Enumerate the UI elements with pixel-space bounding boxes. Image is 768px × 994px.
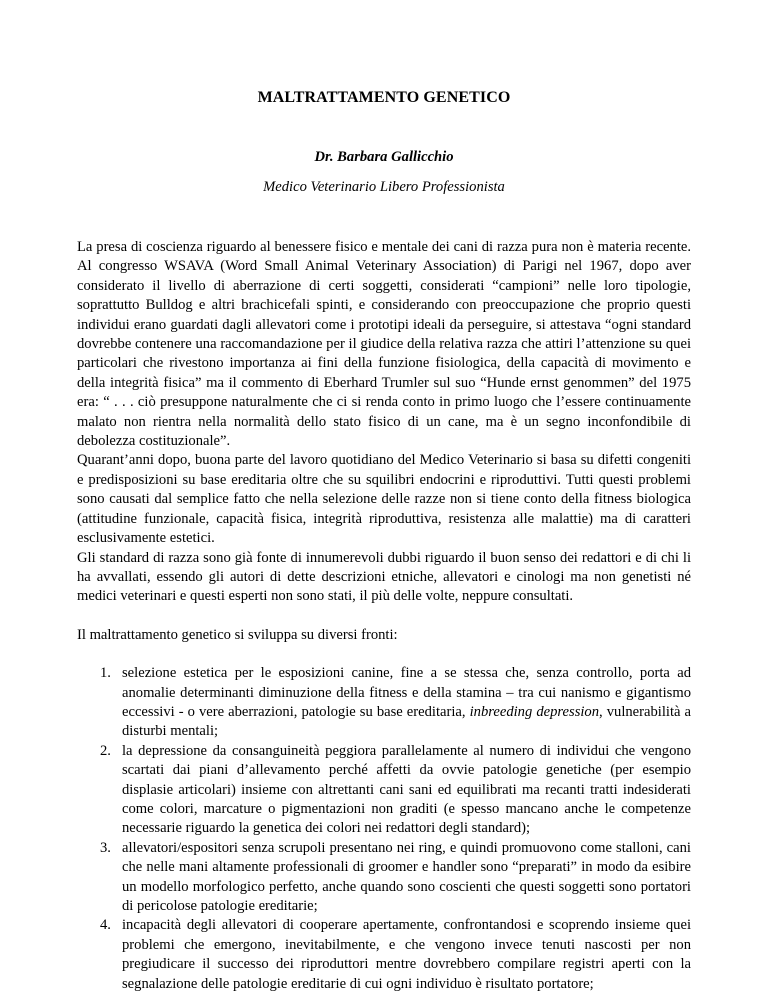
list-item-number: 1. xyxy=(100,665,111,682)
list-item-number: 3. xyxy=(100,839,111,856)
author-name: Dr. Barbara Gallicchio xyxy=(314,149,454,165)
list-item-text: incapacità degli allevatori di cooperare apertamente, confrontandosi e scoprendo insieme quei problemi che emergono, inevitabilmente, e che vengono invece tenuti nascosti per non pregiudicare il successo dei riproduttori mentre dovrebbero compilare registri aperti con la segnalazione delle patologie ereditarie di cui ogni individuo è risultato portatore; xyxy=(122,917,691,992)
list-item xyxy=(100,742,691,839)
list-item xyxy=(100,839,691,917)
paragraph: Gli standard di razza sono già fonte di innumerevoli dubbi riguardo il buon senso dei redattori e di chi li ha avvallati, essendo gli autori di dette descrizioni etniche, allevatori e cinologi ma non genetisti né medici veterinari e questi esperti non sono stati, il più delle volte, neppure consultati. xyxy=(77,549,691,605)
list-item-number: 2. xyxy=(100,742,111,759)
list-item xyxy=(100,664,692,742)
list-item xyxy=(100,916,691,994)
list-item-emphasis: inbreeding depression xyxy=(469,703,600,720)
list-item-text: la depressione da consanguineità peggiora parallelamente al numero di individui che vengono scartati dai piani d’allevamento perché affetti da ovvie patologie genetiche (per esempio displasie articolari) insieme con altrettanti cani sani ed equilibrati ma recanti tratti indesiderati come colori, marcature o pigmentazioni non graditi (e spesso mancano anche le competenze necessarie riguardo la genetica dei colori nei redattori degli standard); xyxy=(122,742,691,837)
document-title: MALTRATTAMENTO GENETICO xyxy=(257,89,511,106)
list-item-text: allevatori/espositori senza scrupoli presentano nei ring, e quindi promuovono come stalloni, cani che nelle mani altamente professionali di groomer e handler sono “preparati” in modo da esibire un modello morfologico perfetto, anche quando sono coscienti che questi soggetti sono portatori di pericolose patologie ereditarie; xyxy=(122,839,691,914)
list-item-text: selezione estetica per le esposizioni canine, fine a se stessa che, senza controllo, porta ad anomalie determinanti diminuzione della fitness e della stamina – tra cui nanismo e gigantismo eccessivi - o vere aberrazioni, patologie su base ereditaria, xyxy=(122,665,691,720)
numbered-list xyxy=(77,664,691,994)
list-item-number: 4. xyxy=(100,917,111,934)
document-body xyxy=(77,238,691,994)
author-affiliation: Medico Veterinario Libero Professionista xyxy=(263,179,505,195)
list-item-text-end: , vulnerabilità a disturbi mentali; xyxy=(122,703,692,740)
paragraph: La presa di coscienza riguardo al benessere fisico e mentale dei cani di razza pura non è materia recente. Al congresso WSAVA (Word Small Animal Veterinary Association) di Parigi nel 1967, dopo aver considerato il livello di aberrazione di certi soggetti, considerati “campioni” nelle loro tipologie, soprattutto Bulldog e altri brachicefali spinti, e considerando con preoccupazione che proprio questi individui erano guardati dagli allevatori come i prototipi ideali da perseguire, si attestava “ogni standard dovrebbe contenere una raccomandazione per il giudice della relativa razza che attiri l’attenzione su quei particolari che rivestono importanza ai fini della funzione fisiologica, della capacità di movimento e della integrità fisica” ma il commento di Eberhard Trumler sul suo “Hunde ernst genommen” del 1975 era: “ . . . ciò presuppone naturalmente che ci si renda conto in primo luogo che l’essere continuamente malato non rientra nella normalità dello stato fisico di un cane, ma è un segno inconfondibile di debolezza costituzionale”. xyxy=(77,239,691,450)
paragraph: Quarant’anni dopo, buona parte del lavoro quotidiano del Medico Veterinario si basa su difetti congeniti e predisposizioni su base ereditaria oltre che su squilibri endocrini e riproduttivi. Tutti questi problemi sono causati dal semplice fatto che nella selezione delle razze non si tiene conto della fitness biologica (attitudine funzionale, capacità fisica, integrità riproduttiva, resistenza alle malattie) ma di caratteri esclusivamente estetici. xyxy=(77,452,691,547)
list-intro: Il maltrattamento genetico si sviluppa su diversi fronti: xyxy=(77,626,398,643)
